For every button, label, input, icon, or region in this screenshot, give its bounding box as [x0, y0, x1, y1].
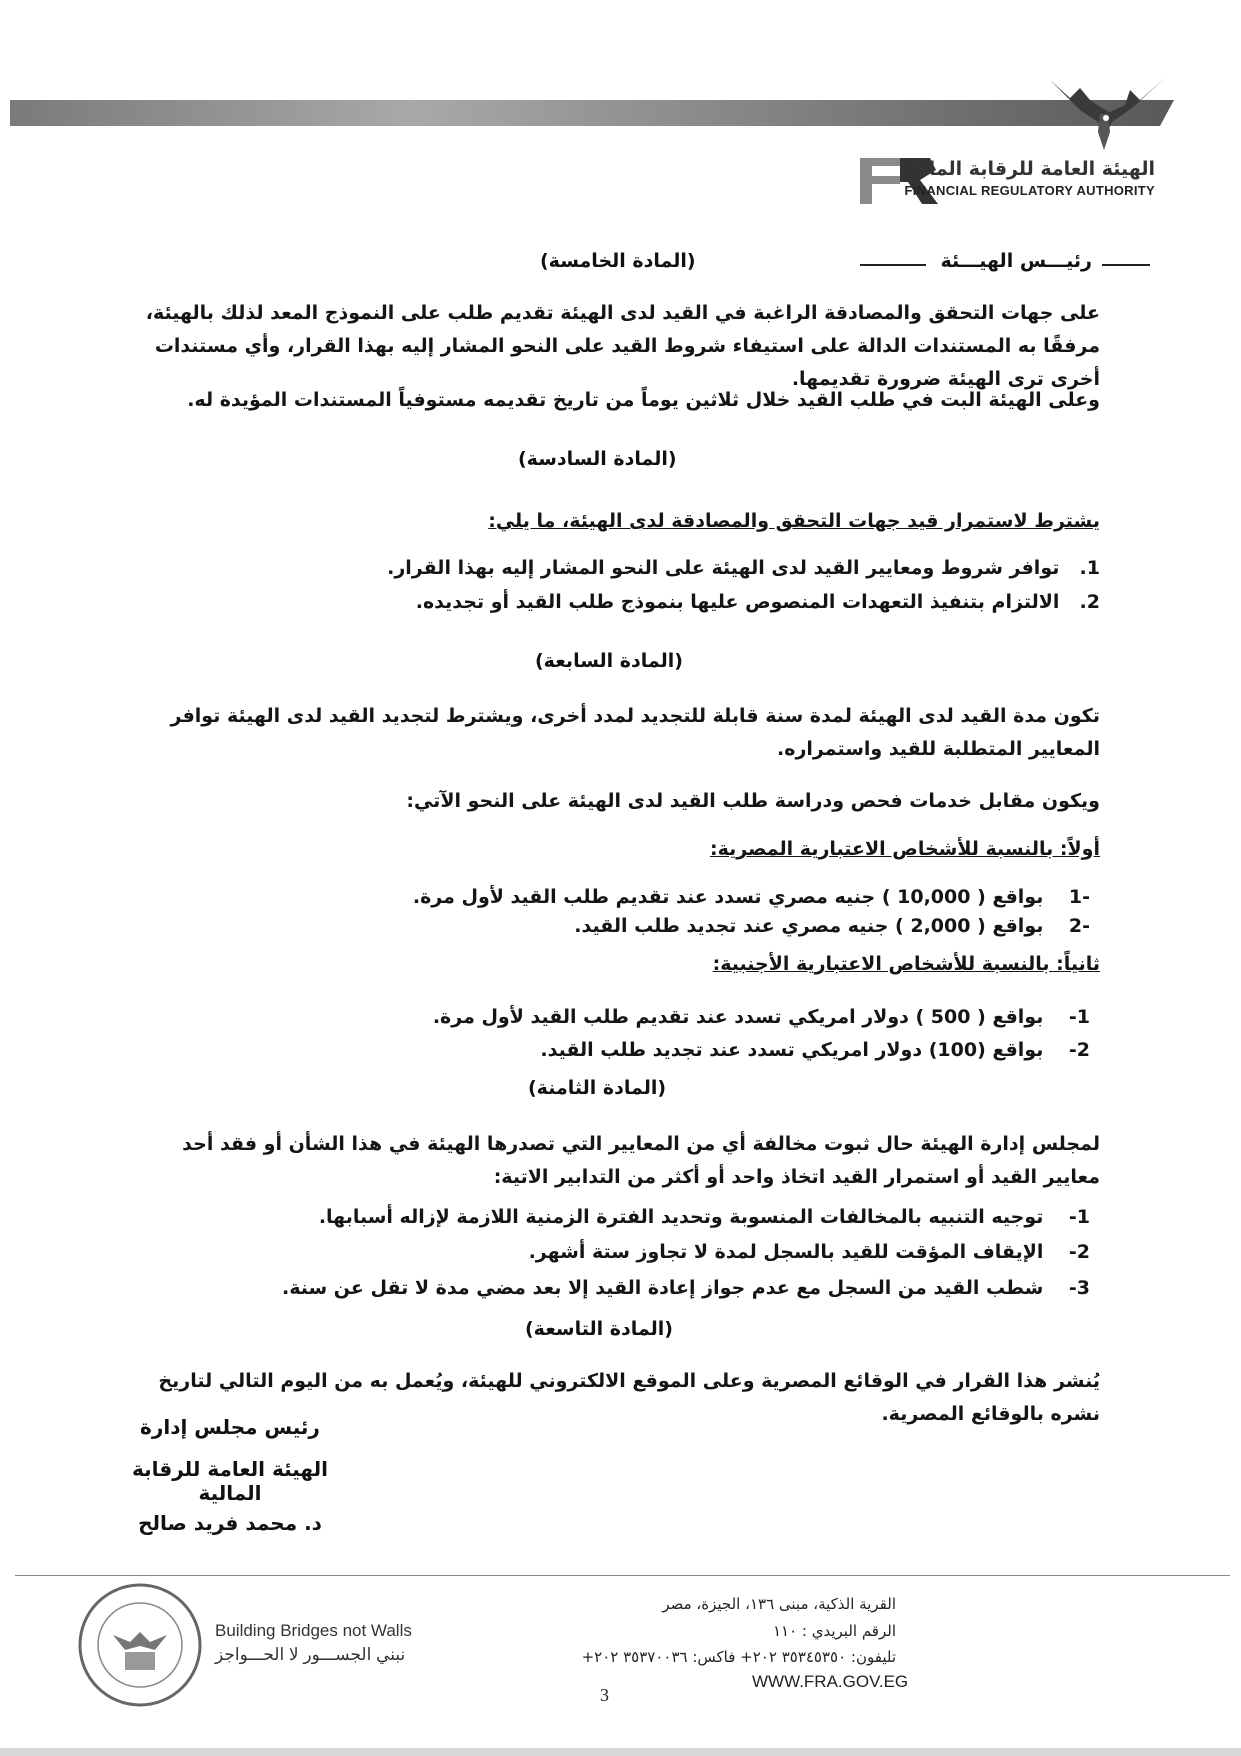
article-5-paragraph-2: وعلى الهيئة البت في طلب القيد خلال ثلاثين يوماً من تاريخ تقديمه مستوفياً المستندات المؤيدة له. — [187, 389, 1100, 411]
list-text: الإيقاف المؤقت للقيد بالسجل لمدة لا تجاوز ستة أشهر. — [528, 1241, 1044, 1263]
page-number: 3 — [600, 1685, 609, 1705]
list-text: توافر شروط ومعايير القيد لدى الهيئة على النحو المشار إليه بهذا القرار. — [387, 557, 1060, 579]
signature-organization: الهيئة العامة للرقابة المالية — [132, 1457, 328, 1505]
list-number: -1 — [1068, 886, 1090, 908]
article-7-second-item-2 — [120, 1039, 1090, 1061]
authority-name-arabic: الهيئة العامة للرقابة المالية — [902, 158, 1155, 180]
article-8-paragraph-1: لمجلس إدارة الهيئة حال ثبوت مخالفة أي من المعايير التي تصدرها الهيئة في هذا الشأن أو فقد أحد معايير القيد أو استمرار القيد اتخاذ واحد أو أكثر من التدابير الاتية: — [182, 1133, 1100, 1188]
slogan-english: Building Bridges not Walls — [215, 1621, 412, 1640]
scan-edge — [0, 1748, 1241, 1756]
article-8-item-2 — [120, 1241, 1090, 1263]
slogan-arabic: نبني الجســـور لا الحـــواجز — [215, 1645, 406, 1664]
article-7-title: (المادة السابعة) — [535, 650, 683, 672]
footer-phone-fax: تليفون: ٣٥٣٤٥٣٥٠ ٢٠٢+ فاكس: ٣٥٣٧٠٠٣٦ ٢٠٢+ — [581, 1648, 896, 1666]
article-8-item-1 — [120, 1206, 1090, 1228]
list-text: بواقع ( 2,000 ) جنيه مصري عند تجديد طلب القيد. — [574, 915, 1044, 937]
article-7-first-heading: أولاً: بالنسبة للأشخاص الاعتبارية المصرية: — [710, 838, 1100, 860]
article-7-first-item-2 — [120, 915, 1090, 937]
authority-name-english: FINANCIAL REGULATORY AUTHORITY — [904, 183, 1155, 198]
list-number: 2- — [1068, 1039, 1090, 1061]
article-6-item-2 — [120, 591, 1100, 613]
article-6-intro: يشترط لاستمرار قيد جهات التحقق والمصادقة لدى الهيئة، ما يلي: — [488, 510, 1100, 532]
article-8-item-3 — [120, 1277, 1090, 1299]
divider-left — [860, 264, 926, 266]
article-7-paragraph-2: ويكون مقابل خدمات فحص ودراسة طلب القيد لدى الهيئة على النحو الآتي: — [406, 790, 1100, 812]
article-6-title: (المادة السادسة) — [518, 448, 677, 470]
footer-website: WWW.FRA.GOV.EG — [752, 1672, 909, 1691]
list-number: 1- — [1068, 1206, 1090, 1228]
list-text: الالتزام بتنفيذ التعهدات المنصوص عليها بنموذج طلب القيد أو تجديده. — [415, 591, 1060, 613]
article-5-paragraph-1: على جهات التحقق والمصادقة الراغبة في القيد لدى الهيئة تقديم طلب على النموذج المعد لذلك بالهيئة، مرفقًا به المستندات الدالة على استيفاء شروط القيد على النحو المشار إليه بهذا القرار، وأي مستندات أخرى ترى الهيئة ضرورة تقديمها. — [145, 302, 1100, 390]
signature-block — [100, 1415, 360, 1535]
signature-name: د. محمد فريد صالح — [138, 1511, 322, 1535]
list-text: بواقع ( 10,000 ) جنيه مصري تسدد عند تقديم طلب القيد لأول مرة. — [412, 886, 1044, 908]
footer-postal-code: الرقم البريدي : ١١٠ — [772, 1622, 896, 1640]
list-number: 1- — [1068, 1006, 1090, 1028]
article-9-paragraph-1: يُنشر هذا القرار في الوقائع المصرية وعلى الموقع الالكتروني للهيئة، ويُعمل به من اليوم التالي لتاريخ نشره بالوقائع المصرية. — [158, 1370, 1100, 1425]
list-number: 3- — [1068, 1277, 1090, 1299]
list-text: بواقع (100) دولار امريكي تسدد عند تجديد طلب القيد. — [540, 1039, 1044, 1061]
list-number: 2- — [1068, 1241, 1090, 1263]
list-text: شطب القيد من السجل مع عدم جواز إعادة القيد إلا بعد مضي مدة لا تقل عن سنة. — [282, 1277, 1044, 1299]
header-bar — [10, 100, 1160, 126]
footer-divider — [15, 1575, 1230, 1576]
egypt-seal-icon — [75, 1580, 205, 1710]
article-7-first-item-1 — [120, 886, 1090, 908]
signature-title: رئيس مجلس إدارة — [140, 1415, 320, 1439]
list-number: 2. — [1079, 591, 1100, 613]
article-6-item-1 — [120, 557, 1100, 579]
eagle-logo-icon — [1040, 70, 1170, 160]
article-9-title: (المادة التاسعة) — [525, 1318, 673, 1340]
article-7-second-item-1 — [120, 1006, 1090, 1028]
list-text: بواقع ( 500 ) دولار امريكي تسدد عند تقديم طلب القيد لأول مرة. — [432, 1006, 1044, 1028]
list-number: -2 — [1068, 915, 1090, 937]
list-number: 1. — [1079, 557, 1100, 579]
sender-line — [860, 250, 1150, 280]
divider-right — [1102, 264, 1150, 266]
article-7-paragraph-1: تكون مدة القيد لدى الهيئة لمدة سنة قابلة للتجديد لمدد أخرى، ويشترط لتجديد القيد لدى الهيئة توافر المعايير المتطلبة للقيد واستمراره. — [170, 705, 1100, 760]
article-8-title: (المادة الثامنة) — [528, 1077, 667, 1099]
sender-label: رئيـــس الهيـــئة — [940, 250, 1092, 272]
footer-address: القرية الذكية، مبنى ١٣٦، الجيزة، مصر — [662, 1595, 896, 1613]
list-text: توجيه التنبيه بالمخالفات المنسوبة وتحديد الفترة الزمنية اللازمة لإزاله أسبابها. — [318, 1206, 1044, 1228]
article-7-second-heading: ثانياً: بالنسبة للأشخاص الاعتبارية الأجنبية: — [712, 953, 1100, 975]
article-5-title: (المادة الخامسة) — [540, 250, 696, 272]
